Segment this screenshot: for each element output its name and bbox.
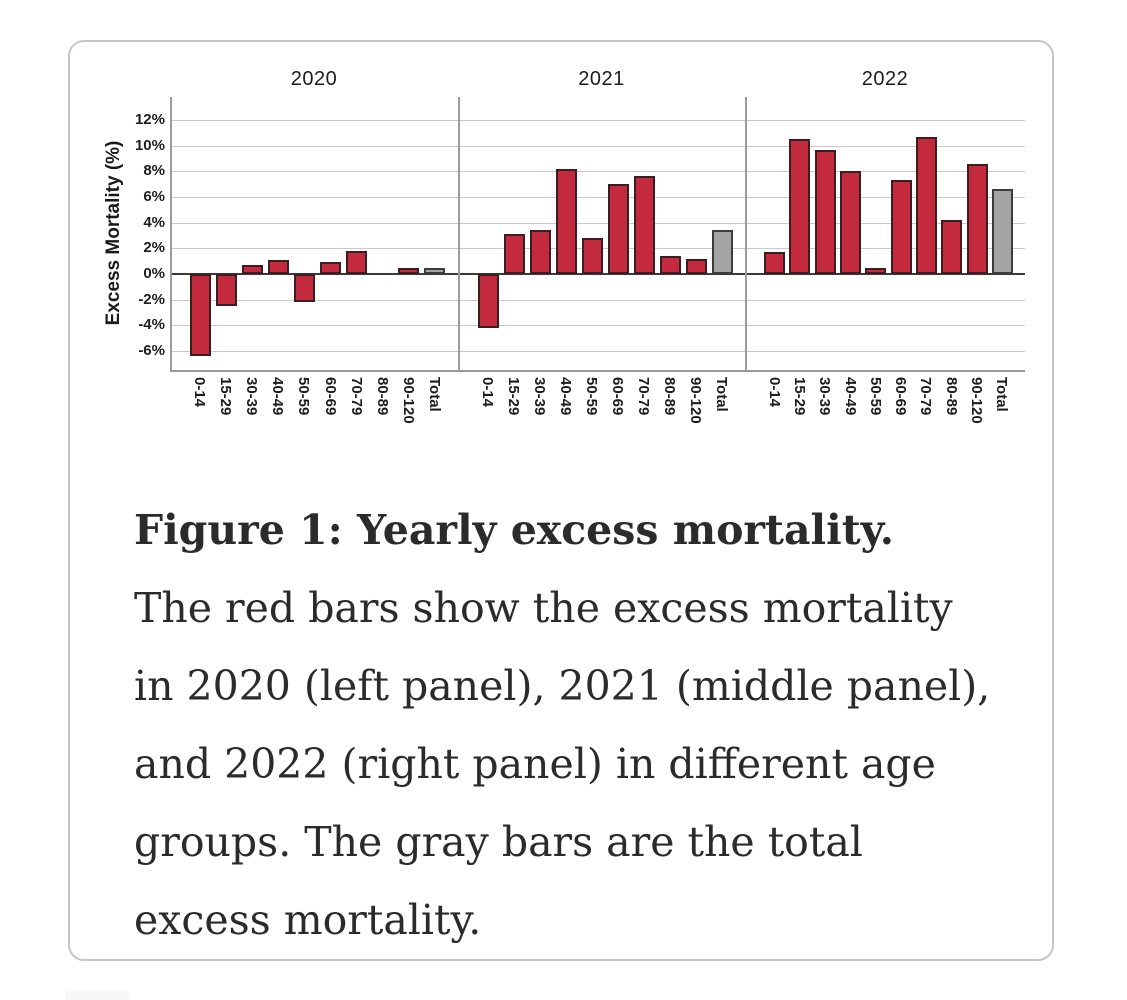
y-tick-label: 12% bbox=[134, 111, 165, 128]
value-bar bbox=[504, 234, 525, 274]
y-tick-label: 10% bbox=[134, 137, 165, 154]
caption-text-line: in 2020 (left panel), 2021 (middle panel), bbox=[134, 662, 991, 710]
value-bar bbox=[634, 176, 655, 274]
value-bar bbox=[865, 268, 886, 274]
panel-left-spine bbox=[170, 97, 172, 370]
value-bar bbox=[216, 274, 237, 306]
y-tick-label: 8% bbox=[143, 162, 165, 179]
total-bar bbox=[424, 268, 445, 274]
x-tick-label: 80-89 bbox=[943, 377, 960, 416]
x-tick-label: Total bbox=[993, 377, 1010, 412]
value-bar bbox=[268, 260, 289, 274]
year-panel bbox=[458, 42, 745, 482]
year-panel bbox=[170, 42, 458, 482]
x-tick-label: 0-14 bbox=[479, 377, 496, 408]
y-tick-label: -6% bbox=[138, 342, 165, 359]
panel-title: 2020 bbox=[290, 68, 338, 90]
total-bar bbox=[992, 189, 1013, 274]
value-bar bbox=[967, 164, 988, 274]
x-tick-label: 15-29 bbox=[217, 377, 234, 416]
x-tick-label: 40-49 bbox=[269, 377, 286, 416]
x-tick-label: Total bbox=[426, 377, 443, 412]
x-tick-label: 60-69 bbox=[322, 377, 339, 416]
panel-left-spine bbox=[458, 97, 460, 370]
y-tick-label: -2% bbox=[138, 291, 165, 308]
excess-mortality-chart bbox=[70, 42, 1056, 482]
figure-caption bbox=[134, 491, 1014, 959]
value-bar bbox=[891, 180, 912, 274]
value-bar bbox=[916, 137, 937, 274]
value-bar bbox=[815, 150, 836, 274]
value-bar bbox=[582, 238, 603, 274]
total-bar bbox=[712, 230, 733, 274]
year-panel bbox=[745, 42, 1025, 482]
value-bar bbox=[608, 184, 629, 274]
value-bar bbox=[478, 274, 499, 328]
y-tick-label: 0% bbox=[143, 265, 165, 282]
x-tick-label: 0-14 bbox=[191, 377, 208, 408]
x-tick-label: 0-14 bbox=[766, 377, 783, 408]
y-axis-title: Excess Mortality (%) bbox=[103, 140, 124, 326]
panel-left-spine bbox=[745, 97, 747, 370]
value-bar bbox=[764, 252, 785, 274]
x-tick-label: 80-89 bbox=[374, 377, 391, 416]
y-tick-label: 4% bbox=[143, 214, 165, 231]
x-tick-label: 50-59 bbox=[867, 377, 884, 416]
figure-card bbox=[68, 40, 1054, 961]
x-tick-label: 70-79 bbox=[635, 377, 652, 416]
x-tick-label: 70-79 bbox=[917, 377, 934, 416]
x-tick-label: 15-29 bbox=[505, 377, 522, 416]
x-tick-label: 90-120 bbox=[968, 377, 985, 424]
caption-text-line: excess mortality. bbox=[134, 896, 482, 944]
value-bar bbox=[320, 262, 341, 274]
x-tick-label: 40-49 bbox=[557, 377, 574, 416]
caption-text-line: The red bars show the excess mortality bbox=[134, 584, 953, 632]
value-bar bbox=[840, 171, 861, 274]
x-tick-label: 70-79 bbox=[348, 377, 365, 416]
x-tick-label: 30-39 bbox=[531, 377, 548, 416]
panel-title: 2021 bbox=[578, 68, 625, 90]
x-tick-label: 60-69 bbox=[892, 377, 909, 416]
value-bar bbox=[530, 230, 551, 274]
x-tick-label: 80-89 bbox=[661, 377, 678, 416]
x-tick-label: 40-49 bbox=[842, 377, 859, 416]
x-tick-label: 30-39 bbox=[816, 377, 833, 416]
caption-text-line: groups. The gray bars are the total bbox=[134, 818, 863, 866]
caption-heading-line: Figure 1: Yearly excess mortality. bbox=[134, 506, 895, 554]
panel-title: 2022 bbox=[861, 68, 909, 90]
value-bar bbox=[789, 139, 810, 274]
value-bar bbox=[941, 220, 962, 274]
value-bar bbox=[190, 274, 211, 356]
y-tick-label: 6% bbox=[143, 188, 165, 205]
x-tick-label: 60-69 bbox=[609, 377, 626, 416]
value-bar bbox=[660, 256, 681, 274]
x-tick-label: 50-59 bbox=[295, 377, 312, 416]
value-bar bbox=[686, 259, 707, 274]
value-bar bbox=[398, 268, 419, 274]
value-bar bbox=[346, 251, 367, 274]
y-tick-label: -4% bbox=[138, 316, 165, 333]
x-tick-label: 50-59 bbox=[583, 377, 600, 416]
x-tick-label: Total bbox=[713, 377, 730, 412]
value-bar bbox=[556, 169, 577, 274]
x-tick-label: 90-120 bbox=[687, 377, 704, 424]
value-bar bbox=[242, 265, 263, 274]
value-bar bbox=[294, 274, 315, 302]
below-card-peek bbox=[65, 991, 129, 1000]
caption-text-line: and 2022 (right panel) in different age bbox=[134, 740, 936, 788]
x-tick-label: 30-39 bbox=[243, 377, 260, 416]
y-tick-label: 2% bbox=[143, 239, 165, 256]
x-tick-label: 15-29 bbox=[791, 377, 808, 416]
x-tick-label: 90-120 bbox=[400, 377, 417, 424]
